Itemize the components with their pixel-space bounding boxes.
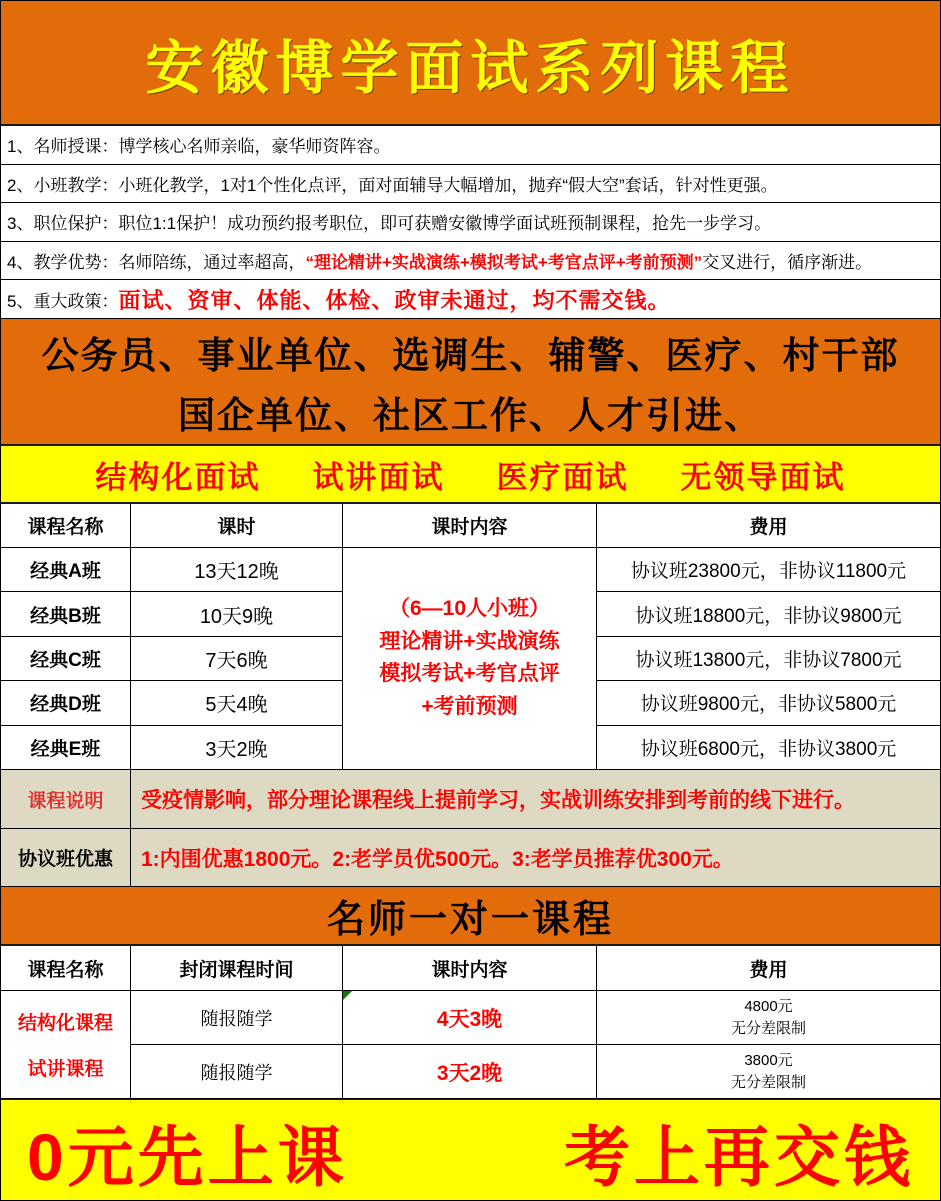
jobs-line-1: 公务员、事业单位、选调生、辅警、医疗、村干部 bbox=[41, 334, 900, 376]
course-name-b: 经典B班 bbox=[1, 592, 131, 636]
course-duration-d: 5天4晚 bbox=[131, 681, 343, 725]
course-fee-e: 协议班6800元，非协议3800元 bbox=[597, 726, 940, 770]
one-on-one-section-header bbox=[1, 887, 940, 946]
course-duration-e: 3天2晚 bbox=[131, 726, 343, 770]
fee-cell-2 bbox=[597, 1045, 940, 1099]
feature-item-5 bbox=[1, 280, 940, 319]
feature-highlight: 面试、资审、体能、体检、政审未通过，均不需交钱。 bbox=[118, 287, 671, 313]
merged-course-names-cell bbox=[1, 991, 131, 1099]
fee-amount: 3800元 bbox=[744, 1051, 793, 1069]
interview-type-leaderless: 无领导面试 bbox=[680, 459, 846, 495]
column-header-content: 课时内容 bbox=[343, 946, 597, 991]
interview-type-structured: 结构化面试 bbox=[95, 459, 261, 495]
course-name-trial-lecture: 试讲课程 bbox=[27, 1058, 104, 1080]
feature-item-4 bbox=[1, 242, 940, 281]
note-label: 协议班优惠 bbox=[1, 829, 131, 887]
header-banner bbox=[1, 1, 940, 126]
duration-text: 4天3晚 bbox=[436, 1007, 503, 1031]
course-duration-a: 13天12晚 bbox=[131, 548, 343, 592]
feature-text: 3、职位保护：职位1:1保护！成功预约报考职位，即可获赠安徽博学面试班预制课程，抢先一步学习。 bbox=[7, 214, 772, 234]
feature-highlight: “理论精讲+实战演练+模拟考试+考官点评+考前预测” bbox=[305, 253, 703, 273]
column-header-fee: 费用 bbox=[597, 504, 940, 548]
feature-text: 1、名师授课：博学核心名师亲临，豪华师资阵容。 bbox=[7, 137, 391, 157]
fee-condition: 无分差限制 bbox=[730, 1019, 806, 1037]
content-line-3: 模拟考试+考官点评 bbox=[379, 662, 560, 686]
column-header-course-name: 课程名称 bbox=[1, 946, 131, 991]
course-name-c: 经典C班 bbox=[1, 637, 131, 681]
page-title: 安徽博学面试系列课程 bbox=[145, 35, 796, 101]
note-row-course-notes bbox=[1, 770, 940, 829]
footer-banner bbox=[1, 1099, 940, 1201]
jobs-line-2: 国企单位、社区工作、人才引进、 bbox=[178, 394, 763, 436]
course-fee-d: 协议班9800元，非协议5800元 bbox=[597, 681, 940, 725]
column-header-schedule: 封闭课程时间 bbox=[131, 946, 343, 991]
course-fee-b: 协议班18800元，非协议9800元 bbox=[597, 592, 940, 636]
course-name-d: 经典D班 bbox=[1, 681, 131, 725]
note-label: 课程说明 bbox=[1, 770, 131, 829]
note-text: 受疫情影响，部分理论课程线上提前学习，实战训练安排到考前的线下进行。 bbox=[131, 770, 940, 829]
course-duration-c: 7天6晚 bbox=[131, 637, 343, 681]
schedule-cell-1: 随报随学 bbox=[131, 991, 343, 1045]
course-name-a: 经典A班 bbox=[1, 548, 131, 592]
footer-right-text: 考上再交钱 bbox=[564, 1119, 914, 1194]
feature-text: 4、教学优势：名师陪练，通过率超高， bbox=[7, 253, 306, 273]
course-content-merged-cell bbox=[343, 548, 597, 770]
footer-left-text: 0元先上课 bbox=[27, 1119, 348, 1194]
feature-item-3 bbox=[1, 203, 940, 242]
feature-text: 2、小班教学：小班化教学，1对1个性化点评，面对面辅导大幅增加，抛弃“假大空”套话，针对性更强。 bbox=[7, 175, 778, 195]
course-table bbox=[1, 504, 940, 770]
one-on-one-table bbox=[1, 946, 940, 1099]
green-corner-triangle-icon bbox=[343, 991, 352, 1000]
feature-item-1 bbox=[1, 126, 940, 165]
feature-item-2 bbox=[1, 165, 940, 204]
column-header-course-name: 课程名称 bbox=[1, 504, 131, 548]
content-line-2: 理论精讲+实战演练 bbox=[379, 629, 560, 653]
course-fee-c: 协议班13800元，非协议7800元 bbox=[597, 637, 940, 681]
course-fee-a: 协议班23800元，非协议11800元 bbox=[597, 548, 940, 592]
section-title: 名师一对一课程 bbox=[326, 899, 614, 941]
fee-condition: 无分差限制 bbox=[730, 1073, 806, 1091]
duration-cell-1 bbox=[343, 991, 597, 1045]
course-name-structured: 结构化课程 bbox=[17, 1013, 113, 1035]
fee-amount: 4800元 bbox=[744, 997, 793, 1015]
feature-list bbox=[1, 126, 940, 319]
schedule-cell-2: 随报随学 bbox=[131, 1045, 343, 1099]
note-row-discounts bbox=[1, 829, 940, 887]
interview-type-medical: 医疗面试 bbox=[496, 459, 629, 495]
duration-text: 3天2晚 bbox=[436, 1061, 503, 1085]
course-duration-b: 10天9晚 bbox=[131, 592, 343, 636]
column-header-content: 课时内容 bbox=[343, 504, 597, 548]
interview-types-banner bbox=[1, 446, 940, 504]
interview-type-lecture: 试讲面试 bbox=[312, 459, 445, 495]
column-header-hours: 课时 bbox=[131, 504, 343, 548]
column-header-fee: 费用 bbox=[597, 946, 940, 991]
content-line-4: +考前预测 bbox=[421, 695, 518, 719]
note-text: 1:内围优惠1800元。2:老学员优500元。3:老学员推荐优300元。 bbox=[131, 829, 940, 887]
feature-text-suffix: 交叉进行，循序渐进。 bbox=[702, 253, 873, 273]
content-line-1: （6—10人小班） bbox=[388, 597, 551, 621]
feature-text: 5、重大政策： bbox=[7, 291, 119, 311]
fee-cell-1 bbox=[597, 991, 940, 1045]
duration-cell-2 bbox=[343, 1045, 597, 1099]
jobs-banner bbox=[1, 319, 940, 446]
course-name-e: 经典E班 bbox=[1, 726, 131, 770]
